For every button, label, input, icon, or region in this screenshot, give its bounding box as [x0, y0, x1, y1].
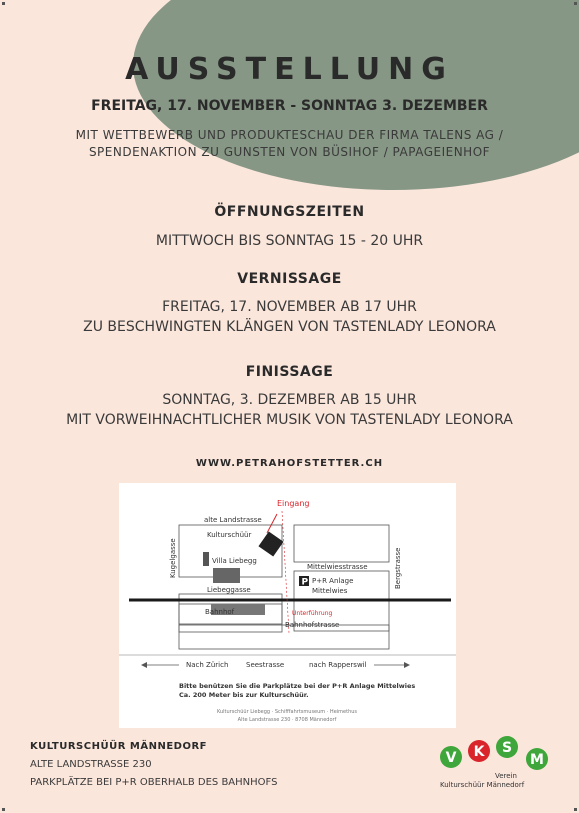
label-nach-zurich: Nach Zürich: [186, 661, 229, 669]
villa-marker: [203, 552, 209, 566]
parking-icon: P: [301, 577, 309, 588]
label-mittelwiesstrasse: Mittelwiesstrasse: [307, 563, 368, 571]
sub-line-2: SPENDENAKTION ZU GUNSTEN VON BÜSIHOF / PAPAGEIENHOF: [88, 145, 491, 159]
label-villa-liebegg: Villa Liebegg: [212, 557, 257, 565]
label-liebeggasse: Liebeggasse: [207, 586, 251, 594]
block-station-area: [179, 625, 389, 649]
logo-letter-s: S: [501, 740, 513, 756]
route-marker: [282, 511, 289, 633]
label-nach-rapperswil: nach Rapperswil: [309, 661, 367, 669]
footer-parking: PARKPLÄTZE BEI P+R OBERHALB DES BAHNHOFS: [30, 777, 278, 788]
logo-letter-k: K: [473, 744, 485, 760]
map-note-line-2: Ca. 200 Meter bis zur Kulturschüür.: [179, 691, 309, 699]
crop-mark-bottom-right: [574, 808, 577, 811]
section-hours-line: MITTWOCH BIS SONNTAG 15 - 20 UHR: [155, 233, 424, 249]
label-entrance: Eingang: [277, 499, 310, 508]
villa-building: [213, 568, 240, 583]
map-note-line-1: Bitte benützen Sie die Parkplätze bei der P+R Anlage Mittelwies: [179, 682, 416, 690]
section-vernissage-line-1: FREITAG, 17. NOVEMBER AB 17 UHR: [162, 299, 417, 315]
logo-subtitle: Kulturschüür Männedorf: [440, 781, 525, 789]
vksm-logo-svg: [437, 735, 557, 795]
map-small-line-1: Kulturschüür Liebegg · Schifffahrtsmuseum · Heimethus: [216, 709, 358, 715]
arrow-left-head: [141, 662, 147, 668]
page-title: AUSSTELLUNG: [125, 52, 454, 87]
section-vernissage-line-2: ZU BESCHWINGTEN KLÄNGEN VON TASTENLADY LEONORA: [83, 319, 496, 335]
date-range: FREITAG, 17. NOVEMBER - SONNTAG 3. DEZEMBER: [91, 98, 488, 114]
footer-address: ALTE LANDSTRASSE 230: [30, 759, 152, 770]
section-heading-finissage: FINISSAGE: [245, 364, 334, 380]
label-kulturschuur: Kulturschüür: [207, 531, 252, 539]
label-kugelgasse: Kugelgasse: [169, 538, 177, 578]
section-finissage-line-2: MIT VORWEIHNACHTLICHER MUSIK VON TASTENLADY LEONORA: [66, 412, 513, 428]
section-finissage-line-1: SONNTAG, 3. DEZEMBER AB 15 UHR: [162, 392, 417, 408]
crop-mark-top-left: [2, 2, 5, 5]
website-link[interactable]: WWW.PETRAHOFSTETTER.CH: [195, 458, 384, 469]
vksm-logo: [437, 735, 557, 795]
label-parking-line1: P+R Anlage: [312, 577, 354, 585]
label-seestrasse: Seestrasse: [246, 661, 285, 669]
label-unterfuhrung: Unterführung: [292, 610, 333, 617]
entrance-pointer: [267, 514, 277, 533]
crop-mark-bottom-left: [2, 808, 5, 811]
logo-verein: Verein: [495, 772, 517, 780]
label-bahnhof: Bahnhof: [205, 608, 235, 616]
location-map: [119, 483, 456, 728]
logo-letter-v: V: [445, 750, 457, 766]
sub-line-1: MIT WETTBEWERB UND PRODUKTESCHAU DER FIRMA TALENS AG /: [75, 128, 504, 142]
map-small-line-2: Alte Landstrasse 230 · 8708 Männedorf: [237, 717, 337, 723]
label-bergstrasse: Bergstrasse: [394, 547, 402, 589]
arrow-right-head: [404, 662, 410, 668]
label-bahnhofstrasse: Bahnhofstrasse: [285, 621, 340, 629]
label-parking-line2: Mittelwies: [312, 587, 348, 595]
crop-mark-top-right: [574, 2, 577, 5]
kulturschuur-building: [258, 531, 283, 556]
map-svg: [119, 483, 456, 728]
block-upper-right: [294, 525, 389, 562]
logo-letter-m: M: [530, 752, 544, 768]
section-heading-vernissage: VERNISSAGE: [237, 271, 342, 287]
footer-venue-name: KULTURSCHÜÜR MÄNNEDORF: [30, 741, 207, 752]
label-alte-landstrasse: alte Landstrasse: [204, 516, 262, 524]
decorative-green-blob: [133, 0, 579, 190]
section-heading-hours: ÖFFNUNGSZEITEN: [214, 204, 365, 220]
